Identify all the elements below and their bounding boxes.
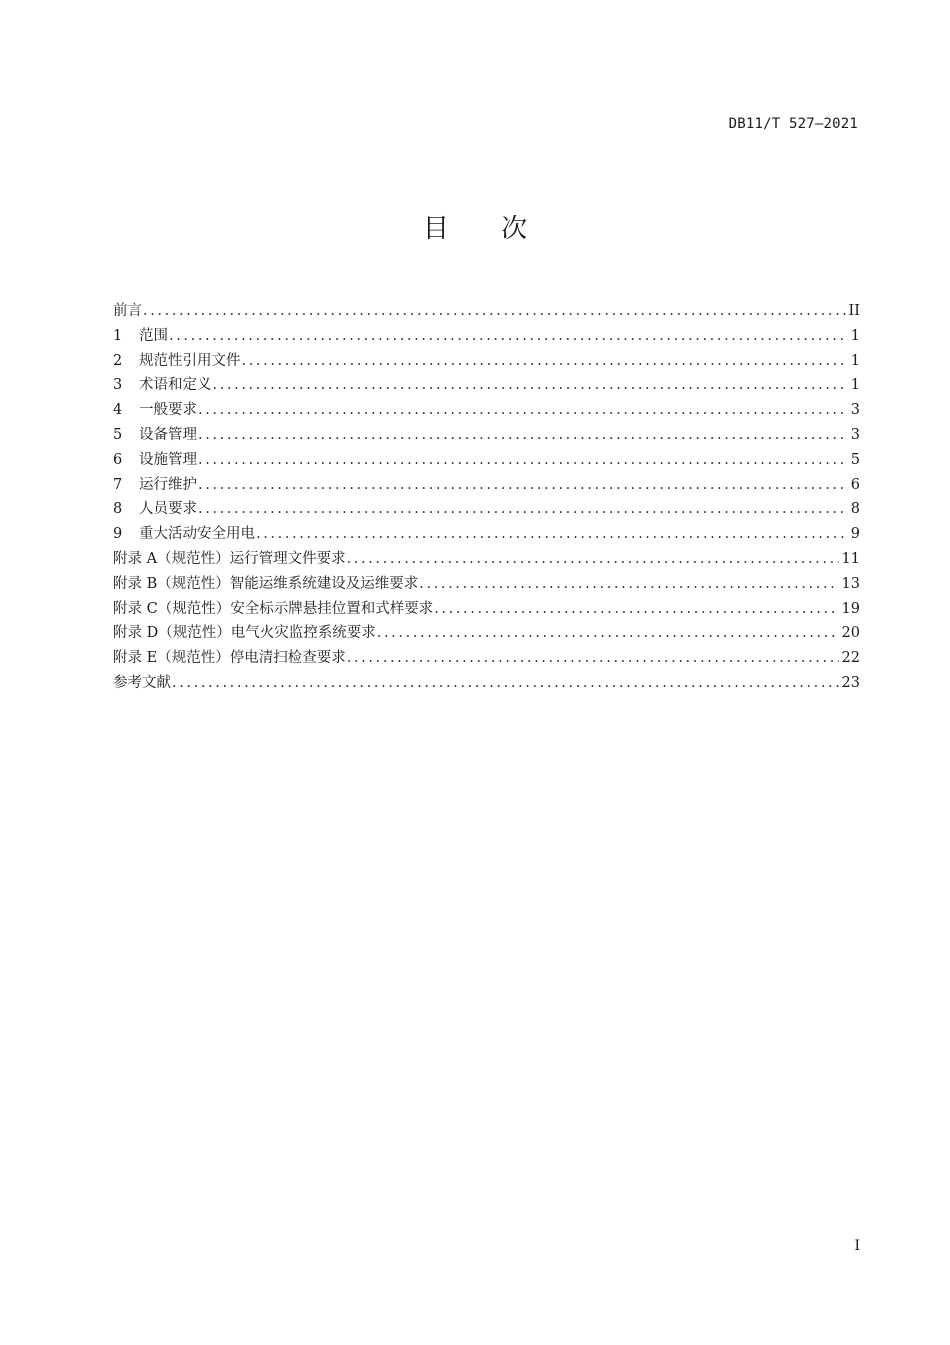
toc-entry-label: 一般要求 [139,402,197,419]
toc-entry-page: 3 [850,402,860,419]
toc-entry-number: 3 [113,377,123,394]
toc-leader-dots [143,299,846,324]
toc-leader-dots [347,646,839,671]
toc-entry-page: 19 [841,600,860,617]
toc-entry-label: 参考文献 [113,674,171,691]
toc-entry-page: 22 [841,650,860,667]
toc-entry-bibliography[interactable] [113,671,860,696]
toc-leader-dots [347,547,839,572]
toc-leader-dots [256,522,848,547]
document-code: DB11/T 527—2021 [728,116,858,132]
toc-entry-label: 附录 E（规范性）停电清扫检查要求 [113,650,346,667]
toc-entry-page: 6 [850,476,860,493]
toc-entry-number: 9 [113,526,123,543]
toc-entry-number: 2 [113,352,123,369]
toc-entry-number: 5 [113,426,123,443]
toc-entry-appendix-d[interactable] [113,621,860,646]
toc-entry-page: II [848,303,860,319]
toc-entry-label: 附录 B（规范性）智能运维系统建设及运维要求 [113,575,419,592]
toc-entry-appendix-b[interactable] [113,572,860,597]
toc-entry-number: 7 [113,476,123,493]
toc-entry-appendix-a[interactable] [113,547,860,572]
toc-entry-personnel-requirements[interactable] [113,497,860,522]
toc-leader-dots [172,671,839,696]
toc-leader-dots [198,448,848,473]
page-number: I [854,1238,860,1254]
toc-entry-label: 范围 [139,327,168,344]
toc-leader-dots [198,497,848,522]
toc-entry-page: 8 [850,501,860,518]
toc-entry-page: 1 [850,352,860,369]
toc-entry-equipment-management[interactable] [113,423,860,448]
toc-entry-label: 附录 C（规范性）安全标示牌悬挂位置和式样要求 [113,600,434,617]
toc-entry-label: 重大活动安全用电 [139,526,255,543]
toc-entry-number: 4 [113,402,123,419]
toc-leader-dots [198,423,848,448]
toc-entry-page: 13 [841,575,860,592]
toc-entry-facility-management[interactable] [113,448,860,473]
toc-entry-foreword[interactable] [113,299,860,324]
toc-leader-dots [242,349,848,374]
toc-entry-page: 11 [841,550,860,567]
toc-entry-page: 5 [850,451,860,468]
toc-leader-dots [198,473,848,498]
toc-leader-dots [198,398,848,423]
toc-entry-major-event-power-safety[interactable] [113,522,860,547]
toc-entry-label: 规范性引用文件 [139,352,241,369]
toc-entry-page: 9 [850,526,860,543]
toc-entry-page: 1 [850,327,860,344]
toc-leader-dots [434,597,838,622]
toc-entry-page: 20 [841,625,860,642]
toc-entry-appendix-e[interactable] [113,646,860,671]
toc-title: 目 次 [422,214,550,244]
toc-entry-label: 设备管理 [139,426,197,443]
toc-entry-label: 人员要求 [139,501,197,518]
toc-leader-dots [377,621,839,646]
toc-entry-operation-maintenance[interactable] [113,473,860,498]
toc-entry-label: 附录 A（规范性）运行管理文件要求 [113,550,346,567]
toc-entry-terms-definitions[interactable] [113,373,860,398]
toc-leader-dots [213,373,848,398]
toc-entry-page: 3 [850,426,860,443]
toc-entry-label: 术语和定义 [139,377,212,394]
toc-entry-number: 6 [113,451,123,468]
toc-leader-dots [169,324,848,349]
toc-entry-label: 设施管理 [139,451,197,468]
toc-entry-number: 1 [113,327,123,344]
toc-entry-appendix-c[interactable] [113,597,860,622]
toc-entry-page: 1 [850,377,860,394]
toc-leader-dots [419,572,838,597]
toc-entry-number: 8 [113,501,123,518]
table-of-contents [113,299,860,696]
toc-entry-label: 运行维护 [139,476,197,493]
toc-entry-normative-references[interactable] [113,349,860,374]
toc-entry-page: 23 [841,674,860,691]
toc-entry-general-requirements[interactable] [113,398,860,423]
toc-entry-label: 前言 [113,303,142,319]
toc-entry-label: 附录 D（规范性）电气火灾监控系统要求 [113,625,376,642]
toc-entry-scope[interactable] [113,324,860,349]
